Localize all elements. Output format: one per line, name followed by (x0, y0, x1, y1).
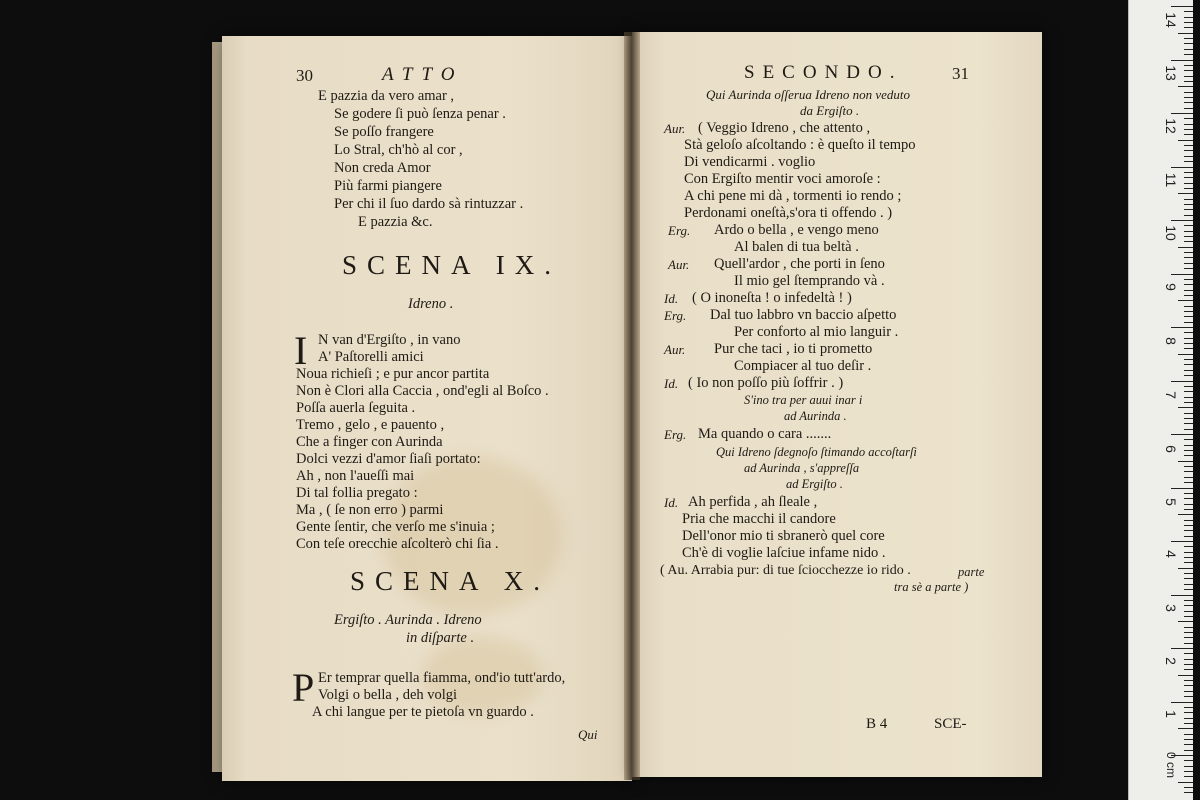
ruler-tick (1171, 541, 1193, 542)
ruler-tick (1184, 546, 1193, 547)
dialogue-line: Stà geloſo aſcoltando : è queſto il tempo (684, 137, 916, 153)
ruler-tick (1184, 525, 1193, 526)
ruler-tick (1184, 311, 1193, 312)
stage-direction: ad Aurinda , s'appreſſa (744, 461, 860, 475)
verse-line: Di tal follia pregato : (296, 485, 418, 501)
dialogue-line: Ch'è di voglie laſciue infame nido . (682, 545, 886, 561)
speaker-label: Aur. (664, 121, 686, 136)
ruler-tick (1184, 11, 1193, 12)
ruler-tick (1171, 6, 1193, 7)
ruler-tick (1184, 129, 1193, 130)
page-number: 31 (952, 64, 969, 83)
verse-line: Ma , ( ſe non erro ) parmi (296, 502, 444, 518)
ruler-tick (1184, 92, 1193, 93)
ruler-tick (1184, 257, 1193, 258)
ruler-tick (1178, 568, 1193, 569)
ruler-tick (1171, 595, 1193, 596)
ruler-tick (1184, 338, 1193, 339)
ruler-tick (1184, 712, 1193, 713)
ruler-tick (1184, 22, 1193, 23)
ruler-tick (1184, 600, 1193, 601)
speaker-label: Erg. (664, 308, 687, 323)
ruler-tick (1184, 145, 1193, 146)
ruler-tick (1184, 397, 1193, 398)
dialogue-line: Ah perfida , ah ſleale , (688, 494, 818, 510)
verse-line: Noua richieſi ; e pur ancor partita (296, 366, 490, 382)
verse-line: Gente ſentir, che verſo me s'inuia ; (296, 519, 495, 535)
verse-line: Ah , non l'aueſſi mai (296, 468, 415, 484)
ruler-tick (1184, 225, 1193, 226)
ruler-tick (1178, 407, 1193, 408)
ruler-tick (1184, 557, 1193, 558)
ruler-tick (1184, 578, 1193, 579)
ruler-tick (1178, 247, 1193, 248)
ruler-tick (1184, 680, 1193, 681)
ruler-tick (1184, 156, 1193, 157)
ruler-tick (1184, 734, 1193, 735)
ruler-tick (1184, 306, 1193, 307)
ruler-tick (1184, 493, 1193, 494)
dialogue-line: ( O inoneſta ! o infedeltà ! ) (692, 290, 852, 306)
ruler-tick (1184, 760, 1193, 761)
ruler-tick (1184, 429, 1193, 430)
verse-line: Più farmi piangere (334, 178, 442, 194)
dialogue-line: Dell'onor mio ti sbranerò quel core (682, 528, 885, 544)
dialogue-line: Dal tuo labbro vn baccio aſpetto (710, 307, 897, 323)
verse-line: Se godere ſi può ſenza penar . (334, 106, 506, 122)
ruler-tick (1178, 86, 1193, 87)
verse-line: Er temprar quella fiamma, ond'io tutt'ardo, (318, 670, 566, 686)
ruler-tick (1171, 488, 1193, 489)
ruler-tick (1184, 771, 1193, 772)
ruler-tick (1184, 471, 1193, 472)
ruler-tick (1184, 669, 1193, 670)
ruler-tick (1178, 140, 1193, 141)
ruler-tick (1184, 359, 1193, 360)
ruler-number: 12 (1163, 118, 1179, 134)
ruler-tick (1184, 54, 1193, 55)
ruler-tick (1184, 118, 1193, 119)
ruler-tick (1184, 653, 1193, 654)
ruler-tick (1184, 316, 1193, 317)
verse-line: Volgi o bella , deh volgi (318, 687, 458, 703)
ruler-tick (1184, 509, 1193, 510)
ruler-tick (1184, 498, 1193, 499)
ruler-tick (1184, 43, 1193, 44)
scene-heading: SCENA IX. (342, 250, 562, 280)
ruler-number: 5 (1163, 498, 1179, 506)
ruler-tick (1184, 332, 1193, 333)
ruler-tick (1184, 188, 1193, 189)
dialogue-line: Compiacer al tuo deſir . (734, 358, 872, 374)
dialogue-line: Di vendicarmi . voglio (684, 154, 816, 170)
ruler-tick (1184, 413, 1193, 414)
ruler-tick (1184, 150, 1193, 151)
ruler-tick (1184, 241, 1193, 242)
dialogue-line: Al balen di tua beltà . (734, 239, 859, 255)
stage-direction: Qui Aurinda oſſerua Idreno non veduto (706, 87, 911, 102)
ruler-tick (1184, 161, 1193, 162)
verse-line: N van d'Ergiſto , in vano (318, 332, 461, 348)
ruler-tick (1184, 611, 1193, 612)
ruler-tick (1178, 33, 1193, 34)
ruler-tick (1184, 290, 1193, 291)
ruler-tick (1184, 659, 1193, 660)
ruler-tick (1178, 728, 1193, 729)
ruler-tick (1184, 295, 1193, 296)
ruler-number: 1 (1163, 710, 1179, 718)
ruler-tick (1184, 268, 1193, 269)
ruler-tick (1184, 605, 1193, 606)
book-gutter (624, 32, 640, 780)
ruler-tick (1171, 648, 1193, 649)
ruler-tick (1184, 776, 1193, 777)
verse-line: Poſſa auerla ſeguita . (296, 400, 416, 416)
ruler-tick (1184, 17, 1193, 18)
verse-line: Che a finger con Aurinda (296, 434, 443, 450)
ruler-tick (1184, 134, 1193, 135)
ruler-number: 7 (1163, 391, 1179, 399)
stage-direction: ad Aurinda . (784, 409, 847, 423)
ruler-tick (1184, 183, 1193, 184)
ruler-tick (1178, 675, 1193, 676)
ruler-tick (1184, 108, 1193, 109)
drop-cap: P (292, 665, 315, 710)
dialogue-line: ( Au. Arrabia pur: di tue ſciocchezze io rido . (660, 563, 911, 578)
ruler-tick (1184, 386, 1193, 387)
dialogue-line: Con Ergiſto mentir voci amoroſe : (684, 171, 881, 187)
dialogue-line: ( Veggio Idreno , che attento , (698, 120, 871, 136)
ruler-tick (1184, 209, 1193, 210)
dialogue-line: Per conforto al mio languir . (734, 324, 899, 340)
ruler-tick (1184, 102, 1193, 103)
ruler-tick (1184, 750, 1193, 751)
ruler-tick (1171, 113, 1193, 114)
speaker-label: Aur. (664, 342, 686, 357)
verse-line: Tremo , gelo , e pauento , (296, 417, 445, 433)
ruler-tick (1184, 739, 1193, 740)
ruler-tick (1178, 514, 1193, 515)
ruler-tick (1184, 718, 1193, 719)
ruler-tick (1184, 391, 1193, 392)
ruler-tick (1184, 38, 1193, 39)
catchword: Qui (578, 727, 598, 742)
ruler-tick (1184, 279, 1193, 280)
ruler-number: 14 (1163, 12, 1179, 28)
ruler-tick (1184, 707, 1193, 708)
ruler-tick (1184, 536, 1193, 537)
ruler-tick (1184, 792, 1193, 793)
ruler-tick (1171, 702, 1193, 703)
stage-direction: ad Ergiſto . (786, 477, 843, 491)
ruler-tick (1178, 300, 1193, 301)
scene-heading: SCENA X. (350, 566, 551, 596)
scene-cast: in diſparte . (406, 630, 475, 646)
ruler-tick (1184, 231, 1193, 232)
left-page (222, 36, 632, 781)
stage-direction: Qui Idreno ſdegnoſo ſtimando accoſtarſi (716, 445, 917, 459)
dialogue-line: Ma quando o cara ....... (698, 426, 832, 442)
ruler-tick (1184, 573, 1193, 574)
ruler-tick (1184, 643, 1193, 644)
ruler-tick (1184, 423, 1193, 424)
stage-direction: parte (958, 565, 985, 579)
ruler-tick (1184, 284, 1193, 285)
ruler-tick (1178, 354, 1193, 355)
running-head: SECONDO. (744, 62, 903, 83)
dialogue-line: Ardo o bella , e vengo meno (714, 222, 879, 238)
ruler-tick (1178, 621, 1193, 622)
ruler-tick (1184, 402, 1193, 403)
ruler-tick (1184, 504, 1193, 505)
ruler-tick (1184, 172, 1193, 173)
ruler-tick (1184, 477, 1193, 478)
ruler-tick (1184, 466, 1193, 467)
catchword: SCE- (934, 716, 967, 732)
speaker-label: Aur. (668, 257, 690, 272)
dialogue-line: Quell'ardor , che porti in ſeno (714, 256, 885, 272)
verse-line: A' Paſtorelli amici (318, 349, 424, 365)
ruler-tick (1171, 274, 1193, 275)
speaker-label: Erg. (664, 427, 687, 442)
ruler-tick (1184, 520, 1193, 521)
ruler-tick (1184, 70, 1193, 71)
ruler-tick (1184, 530, 1193, 531)
verse-line: Con teſe orecchie aſcolterò chi ſia . (296, 536, 499, 552)
ruler-tick (1184, 696, 1193, 697)
ruler-tick (1184, 627, 1193, 628)
verse-line: Se poſſo frangere (334, 124, 434, 140)
ruler-tick (1184, 343, 1193, 344)
dialogue-line: Pria che macchi il candore (682, 511, 836, 527)
ruler-tick (1178, 782, 1193, 783)
ruler-number: 6 (1163, 445, 1179, 453)
ruler-tick (1184, 637, 1193, 638)
verse-line: A chi langue per te pietoſa vn guardo . (312, 704, 534, 720)
ruler-tick (1184, 685, 1193, 686)
ruler-tick (1171, 434, 1193, 435)
ruler-tick (1184, 691, 1193, 692)
ruler-tick (1184, 744, 1193, 745)
dialogue-line: A chi pene mi dà , tormenti io rendo ; (684, 188, 902, 204)
ruler-tick (1171, 327, 1193, 328)
verse-line: Non è Clori alla Caccia , ond'egli al Boſco . (296, 383, 549, 399)
ruler-number: 13 (1163, 65, 1179, 81)
signature-mark: B 4 (866, 716, 888, 732)
verse-line: Non creda Amor (334, 160, 431, 176)
ruler-tick (1184, 204, 1193, 205)
ruler-tick (1184, 263, 1193, 264)
verse-line: Per chi il ſuo dardo sà rintuzzar . (334, 196, 524, 212)
ruler-tick (1184, 322, 1193, 323)
ruler-tick (1184, 584, 1193, 585)
ruler-number: 8 (1163, 337, 1179, 345)
dialogue-line: Il mio gel ſtemprando và . (734, 273, 885, 289)
running-head: ATTO (382, 64, 464, 85)
ruler-tick (1171, 167, 1193, 168)
ruler-tick (1184, 589, 1193, 590)
ruler-tick (1184, 562, 1193, 563)
dialogue-line: ( Io non poſſo più ſoffrir . ) (688, 375, 844, 391)
speaker-label: Id. (664, 291, 679, 306)
open-book (212, 28, 1048, 778)
ruler-number: 9 (1163, 283, 1179, 291)
ruler-tick (1184, 723, 1193, 724)
speaker-label: Id. (664, 376, 679, 391)
ruler-number: 3 (1163, 604, 1179, 612)
speaker-label: Erg. (668, 223, 691, 238)
ruler-tick (1184, 664, 1193, 665)
ruler-tick (1178, 193, 1193, 194)
ruler-tick (1184, 482, 1193, 483)
ruler-tick (1171, 60, 1193, 61)
ruler-tick (1184, 81, 1193, 82)
ruler-tick (1184, 252, 1193, 253)
ruler-tick (1184, 97, 1193, 98)
stage-direction: S'ino tra per auui inar i (744, 393, 863, 407)
verse-line: E pazzia &c. (358, 214, 433, 230)
ruler-tick (1184, 455, 1193, 456)
measuring-ruler (1128, 0, 1193, 800)
ruler-number: 4 (1163, 550, 1179, 558)
ruler-number: 11 (1163, 172, 1179, 188)
ruler-tick (1171, 220, 1193, 221)
ruler-tick (1184, 364, 1193, 365)
verse-line: E pazzia da vero amar , (318, 88, 455, 104)
speaker-label: Id. (664, 495, 679, 510)
ruler-tick (1184, 236, 1193, 237)
ruler-tick (1178, 461, 1193, 462)
ruler-tick (1184, 616, 1193, 617)
ruler-tick (1184, 177, 1193, 178)
ruler-tick (1184, 124, 1193, 125)
ruler-number: 2 (1163, 657, 1179, 665)
ruler-tick (1184, 375, 1193, 376)
ruler-tick (1184, 450, 1193, 451)
ruler-tick (1184, 418, 1193, 419)
page-number: 30 (296, 66, 313, 85)
ruler-tick (1184, 766, 1193, 767)
right-page (632, 32, 1042, 777)
verse-line: Dolci vezzi d'amor ſiaſi portato: (296, 451, 481, 467)
ruler-tick (1184, 49, 1193, 50)
ruler-tick (1171, 381, 1193, 382)
ruler-tick (1184, 76, 1193, 77)
dialogue-line: Pur che taci , io ti prometto (714, 341, 873, 357)
ruler-number: 10 (1163, 225, 1179, 241)
ruler-tick (1184, 439, 1193, 440)
ruler-tick (1184, 787, 1193, 788)
drop-cap: I (294, 328, 308, 373)
verse-line: Lo Stral, ch'hò al cor , (334, 142, 463, 158)
ruler-number: 0 cm (1164, 751, 1178, 778)
stage-direction: da Ergiſto . (800, 103, 860, 118)
ruler-tick (1184, 445, 1193, 446)
dialogue-line: Perdonami oneſtà,s'ora ti offendo . ) (684, 205, 893, 221)
ruler-tick (1184, 65, 1193, 66)
stage-direction: tra sè a parte ) (894, 580, 969, 594)
ruler-tick (1184, 215, 1193, 216)
ruler-tick (1184, 348, 1193, 349)
ruler-tick (1184, 27, 1193, 28)
scene-cast: Idreno . (408, 296, 454, 312)
ruler-tick (1184, 199, 1193, 200)
ruler-tick (1184, 632, 1193, 633)
scene-cast: Ergiſto . Aurinda . Idreno (334, 612, 482, 628)
ruler-tick (1184, 370, 1193, 371)
ruler-tick (1184, 552, 1193, 553)
